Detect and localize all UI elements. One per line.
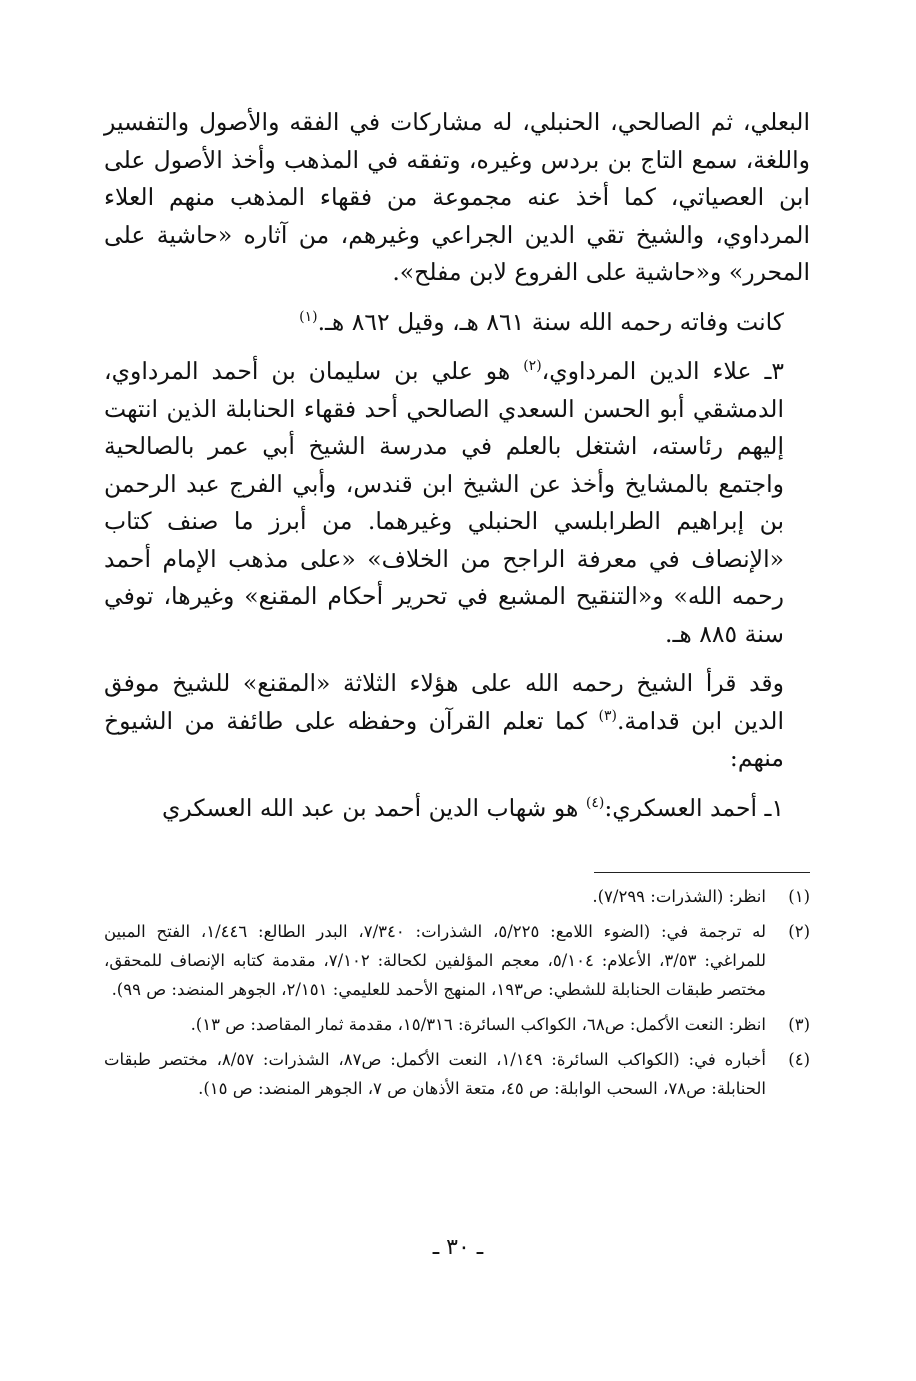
reading-text-a: وقد قرأ الشيخ رحمه الله على هؤلاء الثلاثة «المقنع» للشيخ موفق الدين ابن قدامة. bbox=[104, 669, 784, 735]
footnote-ref-1: (١) bbox=[299, 308, 318, 325]
footnote-1 bbox=[104, 882, 810, 911]
footnote-text: انظر: (الشذرات: ٧/٢٩٩). bbox=[592, 887, 766, 906]
footnotes-section bbox=[104, 882, 810, 1109]
entry-heading-3: ٣ـ علاء الدين المرداوي، bbox=[541, 357, 784, 385]
footnote-3 bbox=[104, 1010, 810, 1039]
paragraph-biography-continued: البعلي، ثم الصالحي، الحنبلي، له مشاركات في الفقه والأصول والتفسير واللغة، سمع التاج بن بردس وغيره، وتفقه في المذهب وأخذ الأصول على ابن العصياتي، كما أخذ عنه مجموعة من فقهاء المذهب منهم العلاء المرداوي، والشيخ تقي الدين الجراعي وغيرهم، من آثاره «حاشية على المحرر» و«حاشية على الفروع لابن مفلح». bbox=[104, 108, 810, 286]
footnote-number: (١) bbox=[788, 887, 810, 906]
footnote-divider bbox=[594, 872, 810, 873]
reading-text-b: كما تعلم القرآن وحفظه على طائفة من الشيوخ منهم: bbox=[104, 706, 784, 772]
footnote-ref-3: (٣) bbox=[598, 707, 617, 724]
footnote-text: انظر: النعت الأكمل: ص٦٨، الكواكب السائرة: ١٥/٣١٦، مقدمة ثمار المقاصد: ص ١٣). bbox=[190, 1015, 766, 1034]
footnote-2 bbox=[104, 917, 810, 1004]
death-date-text: كانت وفاته رحمه الله سنة ٨٦١ هـ، وقيل ٨٦٢ هـ. bbox=[317, 307, 784, 336]
footnote-number: (٣) bbox=[788, 1015, 810, 1034]
footnote-4 bbox=[104, 1045, 810, 1103]
main-text bbox=[104, 104, 810, 827]
entry-body-1: هو شهاب الدين أحمد بن عبد الله العسكري bbox=[162, 793, 586, 822]
paragraph-death-date bbox=[104, 304, 810, 342]
paragraph-reading-muqni bbox=[104, 665, 810, 778]
footnote-text: له ترجمة في: (الضوء اللامع: ٥/٢٢٥، الشذرات: ٧/٣٤٠، البدر الطالع: ١/٤٤٦، الفتح المبين للمراغي: ٣/٥٣، الأعلام: ٥/١٠٤، معجم المؤلفين لكحالة: ٧/١٠٢، مقدمة كتابه الإنصاف للمحقق، مختصر طبقات الحنابلة للشطي: ص١٩٣، المنهج الأحمد للعليمي: ٢/١٥١، الجوهر المنضد: ص ٩٩). bbox=[104, 922, 767, 999]
entry-body-3: هو علي بن سليمان بن أحمد المرداوي، الدمشقي أبو الحسن السعدي الصالحي أحد فقهاء الحنابلة الذين انتهت إليهم رئاسته، اشتغل بالعلم في مدرسة الشيخ أبي عمر بالصالحية واجتمع بالمشايخ وأخذ عن الشيخ ابن قندس، وأبي الفرج عبد الرحمن بن إبراهيم الطرابلسي الحنبلي وغيرهما. من أبرز ما صنف كتاب «الإنصاف في معرفة الراجح من الخلاف» «على مذهب الإمام أحمد رحمه الله» و«التنقيح المشبع في تحرير أحكام المقنع» وغيرها، توفي سنة ٨٨٥ هـ. bbox=[104, 357, 784, 648]
footnote-number: (٤) bbox=[788, 1050, 810, 1069]
footnote-ref-2: (٢) bbox=[523, 358, 542, 374]
entry-heading-1: ١ـ أحمد العسكري: bbox=[604, 793, 784, 822]
paragraph-alaa-aldin-almardawi bbox=[104, 353, 810, 653]
footnote-ref-4: (٤) bbox=[585, 794, 605, 811]
footnote-text: أخباره في: (الكواكب السائرة: ١/١٤٩، النعت الأكمل: ص٨٧، الشذرات: ٨/٥٧، مختصر طبقات الحنابلة: ص٧٨، السحب الوابلة: ص ٤٥، متعة الأذهان ص ٧، الجوهر المنضد: ص ١٥). bbox=[104, 1050, 766, 1098]
paragraph-ahmad-alaskari bbox=[104, 790, 810, 828]
page-number: ـ ٣٠ ـ bbox=[432, 1235, 484, 1260]
footnote-number: (٢) bbox=[788, 922, 810, 941]
